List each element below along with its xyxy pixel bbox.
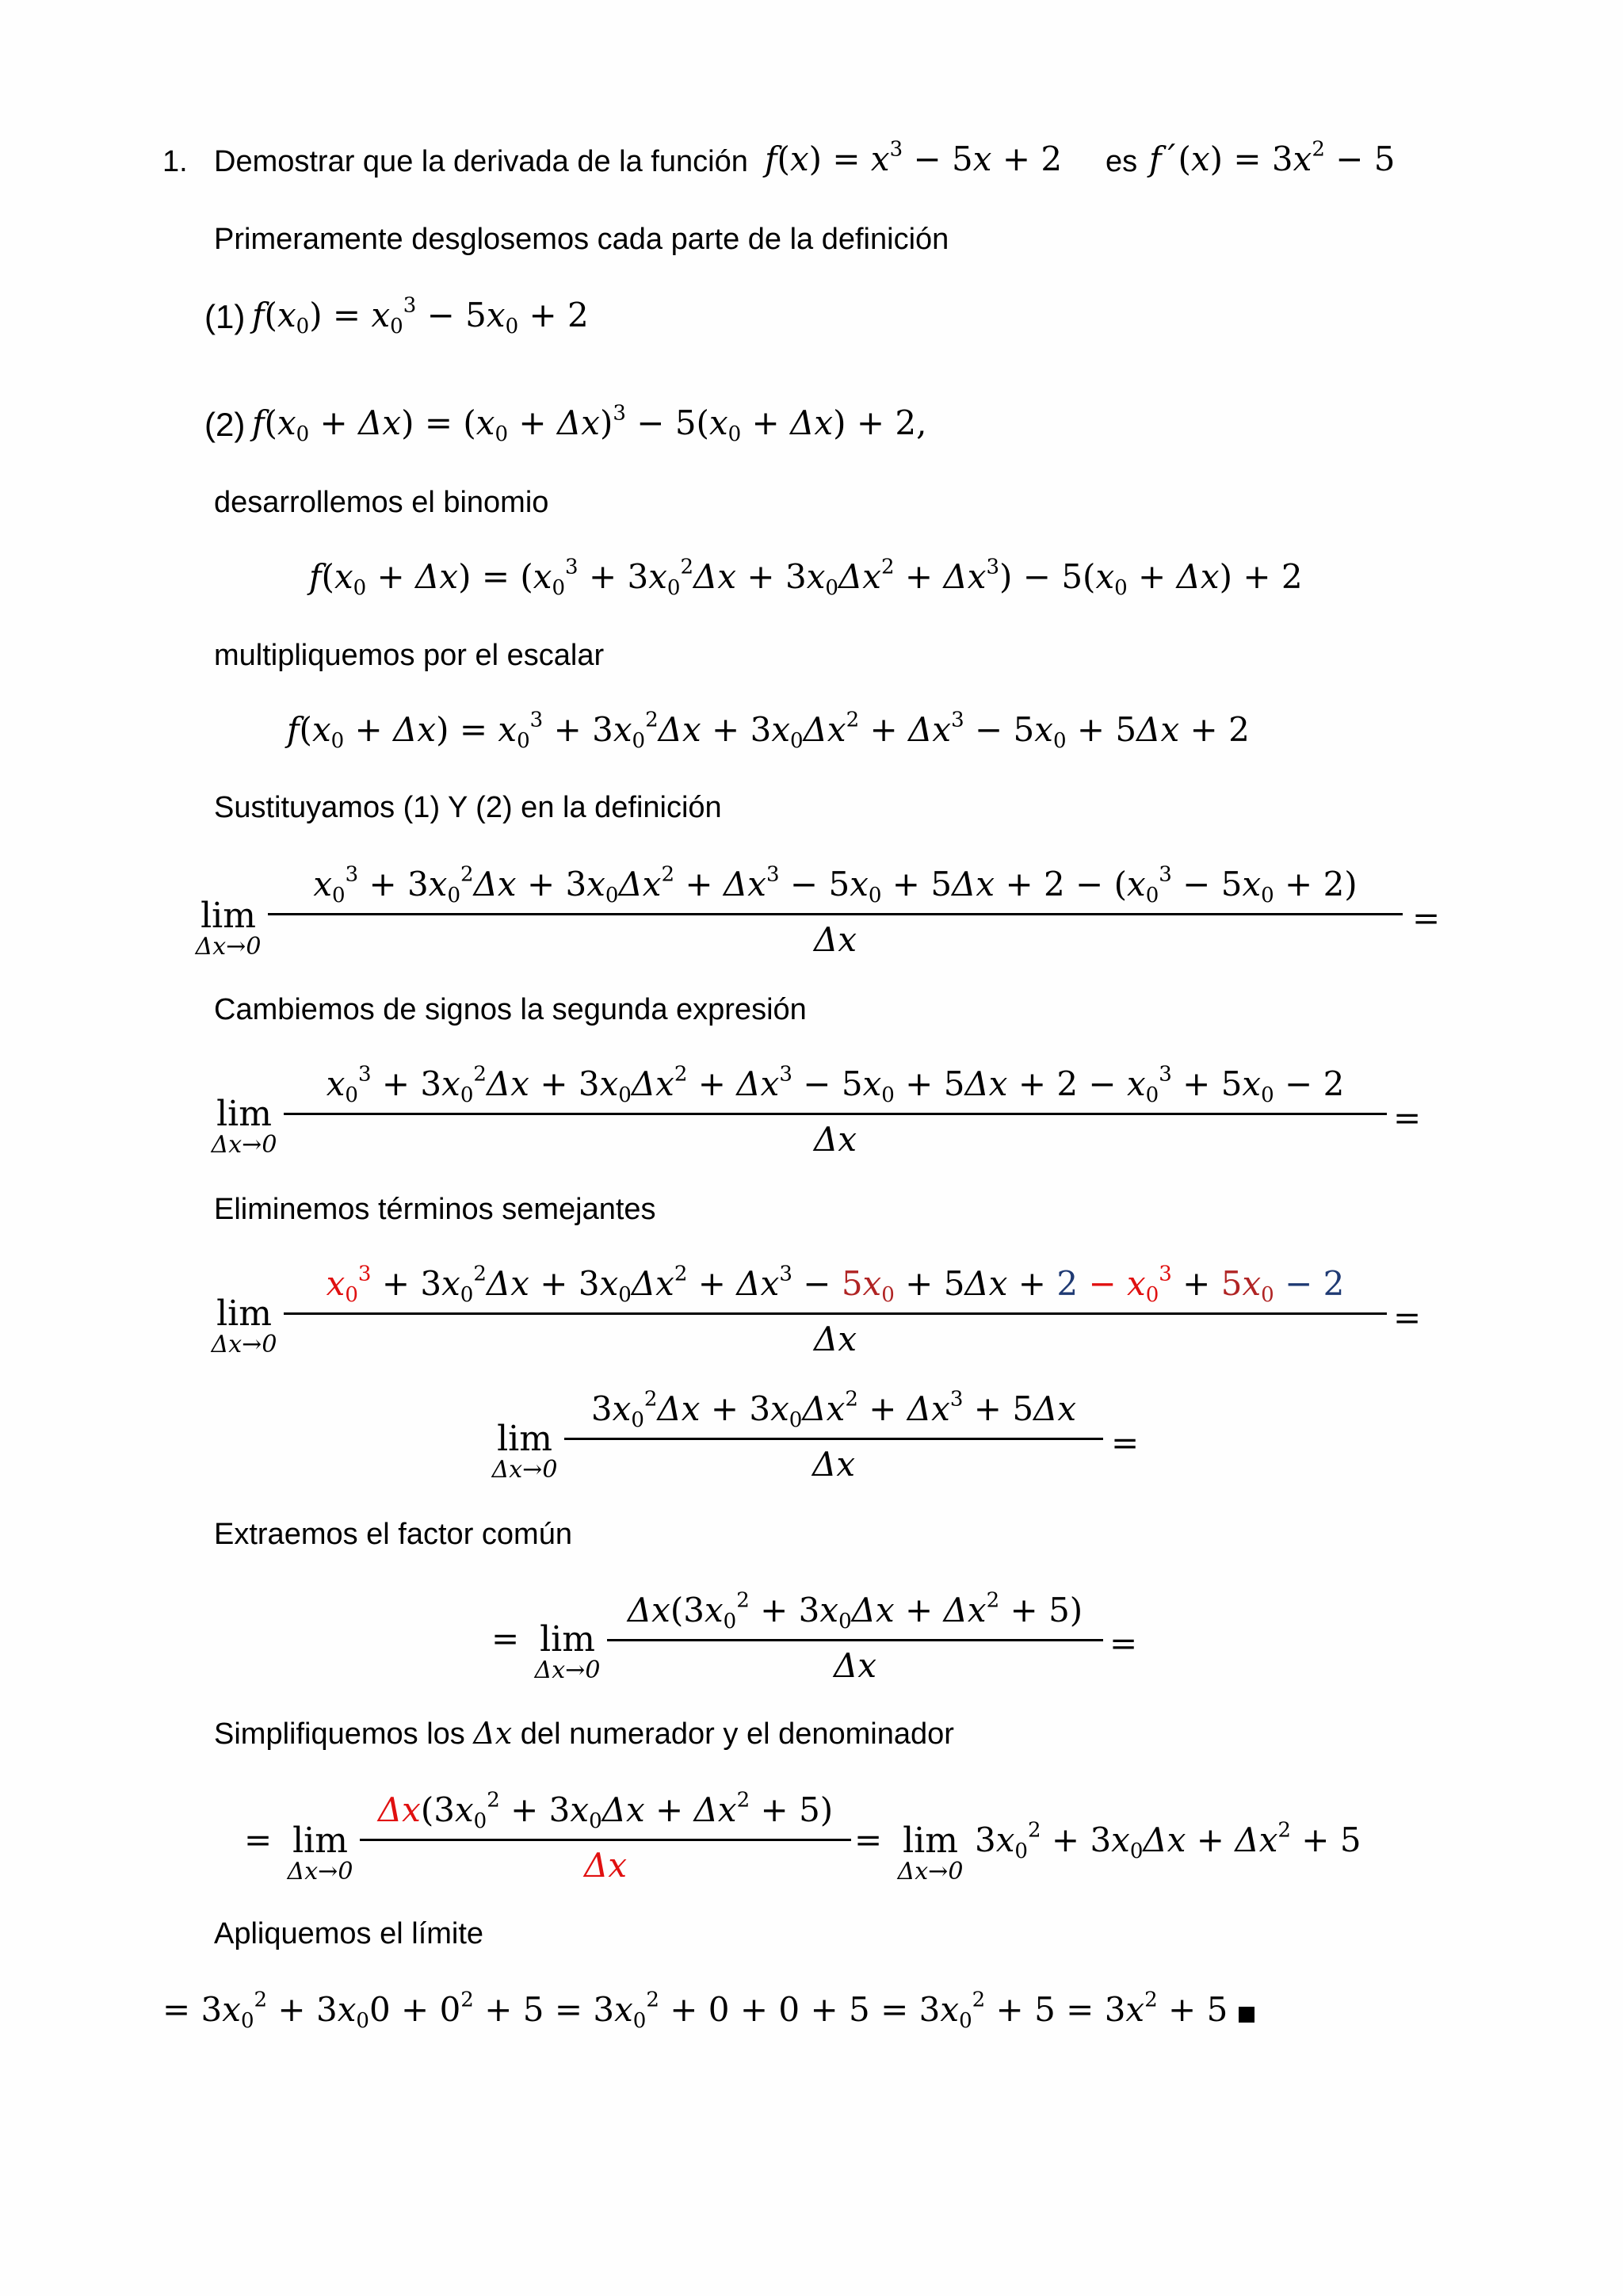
fraction-simplify: $\Delta x(3x_0^2 + 3x_0\Delta x + \Delta x^2 + 5)$ Δx — [360, 1790, 851, 1893]
qed-square-icon — [1239, 2007, 1254, 2023]
equals-sign: = — [854, 1820, 883, 1859]
binomial-expansion: $f(x_0 + \Delta x) = (x_0^3 + 3x_0^2\Delta x + 3x_0\Delta x^2 + \Delta x^3) - 5(x_0 + \Delta x) + 2$ — [309, 555, 1303, 600]
simplified-expression: $3x_0^2 + 3x_0\Delta x + \Delta x^2 + 5$ — [975, 1818, 1361, 1863]
label-1: (1) — [204, 298, 246, 335]
label-2: (2) — [204, 406, 246, 443]
equals-sign: = — [491, 1619, 520, 1658]
equals-sign: = — [1109, 1624, 1138, 1663]
scalar-expansion: $f(x_0 + \Delta x) = x_0^3 + 3x_0^2\Delta x + 3x_0\Delta x^2 + \Delta x^3 - 5x_0 + 5\Delta x + 2$ — [287, 708, 1250, 753]
equals-sign: = — [1111, 1423, 1140, 1462]
equation-2: $f(x_0 + \Delta x) = (x_0 + \Delta x)^3 - 5(x_0 + \Delta x) + 2$, — [252, 401, 927, 446]
substitute-text: Sustituyamos (1) Y (2) en la definición — [214, 791, 722, 824]
scalar-text: multipliquemos por el escalar — [214, 639, 605, 672]
fraction-factored: $\Delta x(3x_0^2 + 3x_0\Delta x + \Delta x^2 + 5)$ Δx — [607, 1590, 1103, 1693]
limit-operator: lim Δx→0 — [287, 1820, 353, 1885]
derivative-formula: f´(x) = $3x^2 - 5$ — [1149, 137, 1396, 178]
fraction-sign-change: $x_0^3 + 3x_0^2\Delta x + 3x_0\Delta x^2 + \Delta x^3 - 5x_0 + 5\Delta x + 2 - x_0^3 + 5x_0 - 2$ Δx — [284, 1064, 1387, 1167]
equals-sign: = — [1393, 1298, 1422, 1337]
function-formula: $f(x) = x^3 - 5x + 2$ — [765, 137, 1063, 178]
apply-limit-text: Apliquemos el límite — [214, 1917, 484, 1950]
equals-sign: = — [1393, 1098, 1422, 1137]
limit-operator: lim Δx→0 — [211, 1293, 277, 1358]
limit-operator: lim Δx→0 — [534, 1619, 601, 1684]
eliminate-text: Eliminemos términos semejantes — [214, 1193, 656, 1226]
connector-word: es — [1106, 145, 1138, 178]
limit-operator: lim Δx→0 — [195, 896, 262, 961]
factor-text: Extraemos el factor común — [214, 1518, 572, 1551]
simplify-suffix: del numerador y el denominador — [520, 1717, 954, 1751]
fraction-reduced: $3x_0^2\Delta x + 3x_0\Delta x^2 + \Delta x^3 + 5\Delta x$ Δx — [564, 1389, 1103, 1492]
limit-operator: lim Δx→0 — [211, 1094, 277, 1159]
binomial-text: desarrollemos el binomio — [214, 486, 549, 519]
signs-text: Cambiemos de signos la segunda expresión — [214, 993, 807, 1026]
limit-operator: lim Δx→0 — [897, 1820, 964, 1885]
problem-number: 1. — [162, 145, 188, 178]
simplify-prefix: Simplifiquemos los — [214, 1717, 465, 1751]
fraction-eliminate: $x_0^3 + 3x_0^2\Delta x + 3x_0\Delta x^2 + \Delta x^3 - 5x_0 + 5\Delta x + 2 - x_0^3 + 5x_0 - 2$ Δx — [284, 1263, 1387, 1366]
problem-statement: Demostrar que la derivada de la función — [214, 145, 748, 178]
simplify-text — [214, 1714, 954, 1753]
intro-text: Primeramente desglosemos cada parte de la definición — [214, 223, 949, 256]
equals-sign: = — [244, 1820, 273, 1859]
final-result: = $3x_0^2 + 3x_00 + 0^2 + 5 = 3x_0^2 + 0 + 0 + 5 = 3x_0^2 + 5 = 3x^2 + 5$ — [162, 1989, 1254, 2030]
equals-sign: = — [1412, 899, 1441, 938]
fraction-substitution: $x_0^3 + 3x_0^2\Delta x + 3x_0\Delta x^2 + \Delta x^3 - 5x_0 + 5\Delta x + 2 - (x_0^3 - 5x_0 + 2)$ Δx — [268, 864, 1403, 967]
simplify-variable: Δx — [473, 1716, 513, 1751]
equation-1: $f(x_0) = x_0^3 - 5x_0 + 2$ — [252, 293, 589, 338]
limit-operator: lim Δx→0 — [491, 1419, 558, 1484]
